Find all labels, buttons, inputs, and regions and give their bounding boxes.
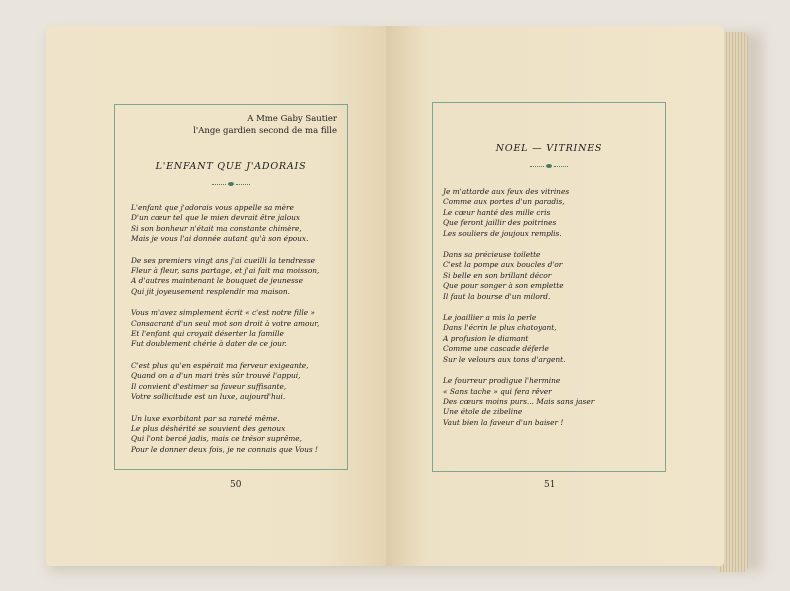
verse-line: Qui l'ont bercé jadis, mais ce trésor suprême,: [131, 434, 302, 444]
verse-line: L'enfant que j'adorais vous appelle sa mère: [131, 203, 294, 212]
verse-line: Je m'attarde aux feux des vitrines: [443, 187, 570, 196]
verse-line: Qui jit joyeusement resplendir ma maison.: [131, 286, 290, 296]
dedication-line: A Mme Gaby Sautier: [247, 114, 337, 124]
verse-line: Sur le velours aux tons d'argent.: [443, 354, 566, 364]
verse-line: Il convient d'estimer sa faveur suffisante,: [131, 381, 287, 391]
verse-line: « Sans tache » qui fera rêver: [443, 386, 552, 396]
stanza: [443, 376, 657, 428]
verse-line: Que feront jaillir des poitrines: [443, 218, 557, 228]
verse-line: Mais je vous l'ai donnée autant qu'à son époux.: [131, 234, 309, 244]
ornament-icon: [212, 181, 250, 187]
verse-line: A d'autres maintenant le bouquet de jeunesse: [131, 276, 303, 286]
verse-line: Si son bonheur n'était ma constante chimère,: [131, 223, 302, 233]
verse-line: Fleur à fleur, sans partage, et j'ai fait ma moisson,: [131, 266, 320, 276]
left-page-frame: [114, 104, 348, 470]
verse-line: Que pour songer à son emplette: [443, 281, 564, 291]
dedication-line: l'Ange gardien second de ma fille: [193, 126, 337, 136]
dedication: [193, 113, 337, 137]
poem-body: [131, 203, 339, 466]
verse-line: Consacrant d'un seul mot son droit à votre amour,: [131, 318, 320, 328]
verse-line: D'un cœur tel que le mien devrait être jaloux: [131, 213, 301, 223]
verse-line: Comme aux portes d'un paradis,: [443, 197, 565, 207]
stanza: [131, 203, 339, 245]
verse-line: Le fourreur prodigue l'hermine: [443, 376, 561, 386]
stanza: [131, 361, 339, 403]
stanza: [443, 313, 657, 365]
right-page-frame: [432, 102, 666, 472]
verse-line: Des cœurs moins purs... Mais sans jaser: [443, 396, 595, 406]
verse-line: De ses premiers vingt ans j'ai cueilli la tendresse: [131, 255, 316, 265]
stanza: [443, 187, 657, 239]
verse-line: Dans sa précieuse toilette: [443, 250, 541, 260]
verse-line: Le joaillier a mis la perle: [443, 313, 537, 323]
stanza: [131, 256, 339, 298]
verse-line: Comme une cascade déferle: [443, 344, 549, 354]
verse-line: Le cœur hanté des mille cris: [443, 207, 551, 217]
verse-line: Si belle en son brillant décor: [443, 270, 552, 280]
poem-title: NOEL — VITRINES: [495, 143, 603, 154]
verse-line: Un luxe exorbitant par sa rareté même.: [131, 413, 280, 423]
right-page: [386, 26, 724, 566]
verse-line: Quand on a d'un mari très sûr trouvé l'appui,: [131, 371, 301, 381]
verse-line: Vous m'avez simplement écrit « c'est notre fille »: [131, 308, 315, 318]
verse-line: Et l'enfant qui croyait déserter la famille: [131, 329, 284, 339]
stanza: [131, 308, 339, 350]
verse-line: Les souliers de joujoux remplis.: [443, 228, 562, 238]
ornament-icon: [530, 163, 568, 169]
verse-line: Vaut bien la faveur d'un baiser !: [443, 417, 564, 427]
page-number: 50: [230, 480, 242, 490]
verse-line: A profusion le diamant: [443, 333, 529, 343]
verse-line: Pour le donner deux fois, je ne connais que Vous !: [131, 444, 318, 454]
verse-line: Une étole de zibeline: [443, 407, 523, 417]
poem-body: [443, 187, 657, 439]
verse-line: Le plus déshérité se souvient des genoux: [131, 423, 286, 433]
verse-line: Fut doublement chérie à dater de ce jour.: [131, 339, 287, 349]
page-number: 51: [544, 480, 556, 490]
verse-line: Votre sollicitude est un luxe, aujourd'hui.: [131, 392, 286, 402]
stanza: [443, 250, 657, 302]
poem-title: L'ENFANT QUE J'ADORAIS: [155, 161, 307, 172]
open-book: [40, 22, 760, 570]
verse-line: C'est la pompe aux boucles d'or: [443, 260, 563, 270]
left-page: [46, 26, 386, 566]
verse-line: C'est plus qu'en espérait ma ferveur exigeante,: [131, 360, 309, 370]
stanza: [131, 414, 339, 456]
verse-line: Il faut la bourse d'un milord.: [443, 291, 551, 301]
verse-line: Dans l'écrin le plus chatoyant,: [443, 323, 557, 333]
